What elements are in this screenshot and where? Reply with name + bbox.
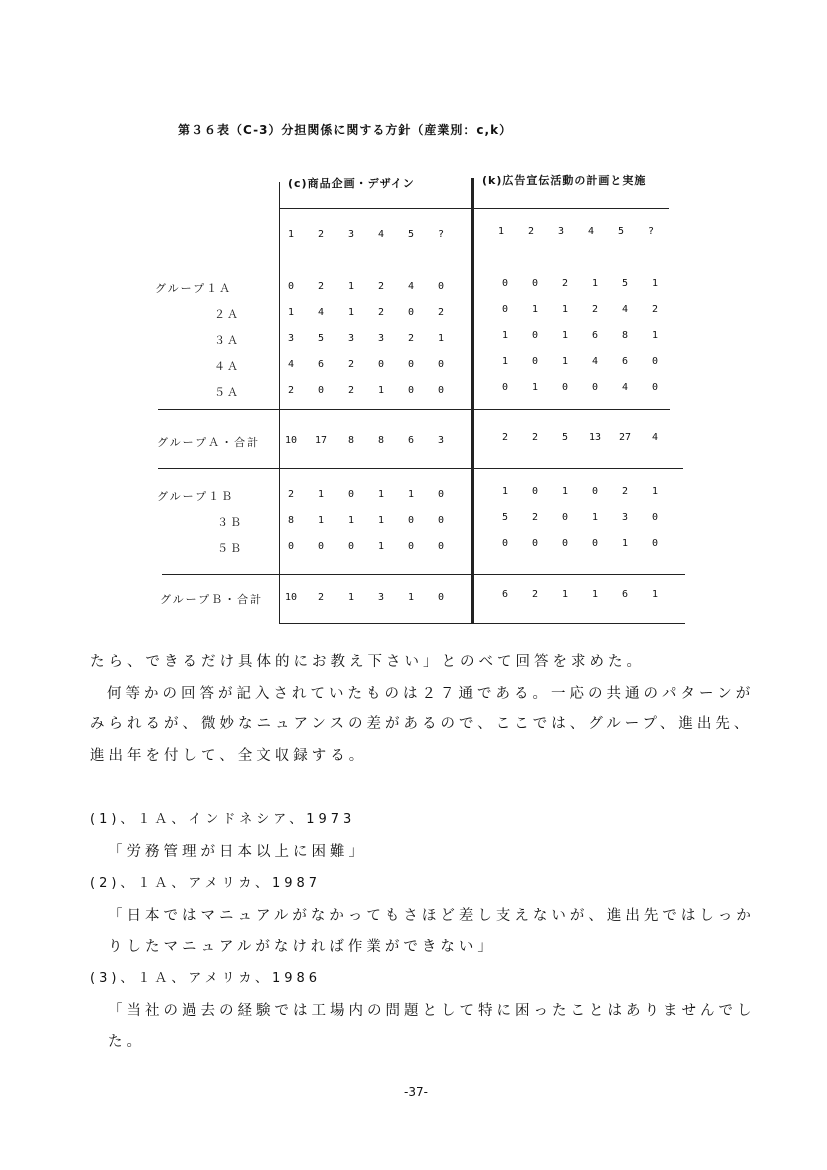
item-1-heading: (1)、１Ａ、インドネシア、1973 — [90, 812, 356, 827]
table-cell-k: 1 — [501, 486, 509, 497]
table-cell-k: 0 — [591, 538, 599, 549]
table-cell-k: 0 — [531, 278, 539, 289]
table-cell-c: 10 — [284, 435, 298, 446]
table-cell-k: 1 — [531, 382, 539, 393]
table-cell-c: 0 — [347, 541, 355, 552]
table-cell-c: 1 — [377, 385, 385, 396]
table-cell-c: 0 — [407, 307, 415, 318]
item-1-text: 「労務管理が日本以上に困難」 — [108, 844, 367, 860]
table-row-label: ４Ａ — [214, 360, 240, 373]
item-3-line-2: た。 — [108, 1034, 145, 1050]
table-cell-c: 2 — [317, 281, 325, 292]
table-cell-k: 0 — [651, 356, 659, 367]
table-cell-k: 1 — [651, 589, 659, 600]
table-cell-k: 1 — [591, 512, 599, 523]
table-cell-k: 4 — [621, 382, 629, 393]
table-cell-c: 0 — [407, 541, 415, 552]
table-cell-c: 0 — [437, 281, 445, 292]
table-cell-c: 6 — [407, 435, 415, 446]
table-cell-c: 8 — [287, 515, 295, 526]
table-cell-c: 3 — [437, 435, 445, 446]
table-cell-k: 0 — [561, 382, 569, 393]
table-row-label: ５Ｂ — [217, 542, 243, 555]
table-cell-k: 1 — [561, 486, 569, 497]
table-hline-b-top — [162, 574, 685, 575]
table-cell-k: 6 — [501, 589, 509, 600]
table-cell-k: 2 — [531, 512, 539, 523]
table-cell-c: 4 — [407, 281, 415, 292]
table-cell-c: 8 — [347, 435, 355, 446]
item-2-line-1: 「日本ではマニュアルがなかってもさほど差し支えないが、進出先ではしっか — [108, 908, 755, 924]
table-row-label: ３Ａ — [214, 334, 240, 347]
table-cell-k: 1 — [651, 486, 659, 497]
table-cell-k: 1 — [561, 356, 569, 367]
table-cell-k: 0 — [531, 486, 539, 497]
table-cell-c: 2 — [317, 592, 325, 603]
table-cell-k: 1 — [561, 304, 569, 315]
table-cell-c: 0 — [437, 359, 445, 370]
table-cell-c: 1 — [347, 281, 355, 292]
table-cell-k: 0 — [561, 538, 569, 549]
table-cell-c: 10 — [284, 592, 298, 603]
table-hline-b-bottom — [279, 623, 685, 624]
table-cell-k: 1 — [531, 304, 539, 315]
table-cell-c: 17 — [314, 435, 328, 446]
table-cell-c: 1 — [347, 515, 355, 526]
table-cell-k: 5 — [501, 512, 509, 523]
table-cell-c: 1 — [347, 307, 355, 318]
table-cell-c: 2 — [287, 385, 295, 396]
table-cell-k: 1 — [651, 278, 659, 289]
table-cell-c: 6 — [317, 359, 325, 370]
table-cell-c: 8 — [377, 435, 385, 446]
col-c-header: (c)商品企画・デザイン — [288, 177, 415, 190]
table-cell-k: 27 — [618, 432, 632, 443]
table-hline-a-bottom — [158, 468, 683, 469]
table-cell-k: 2 — [651, 304, 659, 315]
table-cell-c: 0 — [407, 385, 415, 396]
table-cell-c: 0 — [437, 515, 445, 526]
table-row-label: グループＢ・合計 — [160, 593, 264, 606]
table-cell-c: 0 — [437, 592, 445, 603]
table-cell-c: 0 — [317, 385, 325, 396]
table-cell-c: 3 — [347, 333, 355, 344]
paragraph-2-line-2: みられるが、微妙なニュアンスの差があるので、ここでは、グループ、進出先、 — [90, 716, 753, 732]
table-cell-c: 2 — [377, 307, 385, 318]
table-cell-k: 1 — [651, 330, 659, 341]
table-cell-c: 2 — [287, 489, 295, 500]
table-cell-k: 0 — [531, 330, 539, 341]
table-cell-c: 2 — [347, 385, 355, 396]
paragraph-2-line-1: 何等かの回答が記入されていたものは２７通である。一応の共通のパターンが — [107, 686, 755, 702]
table-hline-header — [279, 208, 669, 209]
table-cell-k: 2 — [621, 486, 629, 497]
table-cell-k: 0 — [501, 278, 509, 289]
table-cell-c: 0 — [407, 515, 415, 526]
table-cell-c: 2 — [377, 281, 385, 292]
table-cell-c: 1 — [407, 592, 415, 603]
table-row-label: ５Ａ — [214, 386, 240, 399]
table-cell-c: 1 — [287, 307, 295, 318]
table-cell-c: 0 — [437, 541, 445, 552]
table-cell-c: 0 — [437, 489, 445, 500]
table-cell-c: 1 — [377, 515, 385, 526]
table-cell-k: 2 — [591, 304, 599, 315]
table-cell-c: 5 — [317, 333, 325, 344]
table-cell-k: 1 — [501, 330, 509, 341]
table-cell-k: 0 — [591, 486, 599, 497]
table-cell-k: 1 — [561, 330, 569, 341]
table-cell-c: 1 — [377, 541, 385, 552]
table-cell-c: 1 — [317, 515, 325, 526]
table-cell-k: 4 — [651, 432, 659, 443]
table-cell-c: 1 — [377, 489, 385, 500]
table-cell-k: 1 — [591, 278, 599, 289]
table-cell-k: 4 — [591, 356, 599, 367]
table-cell-c: 4 — [287, 359, 295, 370]
table-cell-k: 0 — [531, 356, 539, 367]
table-cell-k: 1 — [561, 589, 569, 600]
item-2-heading: (2)、１Ａ、アメリカ、1987 — [90, 876, 322, 891]
table-cell-k: 3 — [621, 512, 629, 523]
table-cell-k: 6 — [591, 330, 599, 341]
table-cell-k: 0 — [501, 382, 509, 393]
table-cell-k: 1 — [621, 538, 629, 549]
table-cell-c: 3 — [377, 592, 385, 603]
table-cell-k: 0 — [531, 538, 539, 549]
table-cell-k: 8 — [621, 330, 629, 341]
table-row-label: ２Ａ — [214, 308, 240, 321]
table-cell-k: 0 — [591, 382, 599, 393]
table-cell-k: 2 — [561, 278, 569, 289]
col-k-header: (k)広告宣伝活動の計画と実施 — [482, 174, 647, 187]
table-title: 第３６表（C-3）分担関係に関する方針（産業別：c,k） — [178, 123, 513, 137]
table-cell-c: 2 — [407, 333, 415, 344]
table-row-label: グループ１Ｂ — [157, 490, 235, 503]
table-cell-k: 0 — [651, 512, 659, 523]
table-cell-c: 1 — [347, 592, 355, 603]
table-cell-c: 3 — [287, 333, 295, 344]
table-cell-c: 0 — [317, 541, 325, 552]
table-cell-c: 3 — [377, 333, 385, 344]
table-row-label: グループＡ・合計 — [157, 436, 261, 449]
item-2-line-2: りしたマニュアルがなければ作業ができない」 — [108, 939, 496, 955]
table-cell-k: 0 — [651, 538, 659, 549]
table-vline-left — [279, 182, 280, 624]
table-cell-c: 1 — [437, 333, 445, 344]
table-vline-divider — [471, 178, 474, 624]
table-cell-k: 4 — [621, 304, 629, 315]
table-cell-c: 1 — [407, 489, 415, 500]
table-cell-k: 5 — [561, 432, 569, 443]
table-cell-c: 0 — [407, 359, 415, 370]
table-cell-c: 0 — [287, 541, 295, 552]
table-cell-k: 0 — [501, 304, 509, 315]
table-cell-c: 0 — [287, 281, 295, 292]
table-cell-k: 0 — [501, 538, 509, 549]
paragraph-1: たら、できるだけ具体的にお教え下さい」とのべて回答を求めた。 — [90, 654, 645, 670]
table-cell-k: 2 — [531, 432, 539, 443]
table-row-label: ３Ｂ — [217, 516, 243, 529]
table-hline-a-top — [158, 409, 670, 410]
table-cell-k: 1 — [501, 356, 509, 367]
table-cell-k: 0 — [561, 512, 569, 523]
table-cell-k: 2 — [501, 432, 509, 443]
page-number: -37- — [404, 1085, 428, 1099]
table-cell-c: 0 — [347, 489, 355, 500]
table-cell-k: 0 — [651, 382, 659, 393]
table-cell-k: 6 — [621, 356, 629, 367]
table-row-label: グループ１Ａ — [155, 282, 233, 295]
table-cell-c: 0 — [377, 359, 385, 370]
table-cell-k: 5 — [621, 278, 629, 289]
table-cell-k: 6 — [621, 589, 629, 600]
table-cell-c: 0 — [437, 385, 445, 396]
table-cell-k: 13 — [588, 432, 602, 443]
table-cell-c: 4 — [317, 307, 325, 318]
table-cell-c: 2 — [347, 359, 355, 370]
table-cell-c: 1 — [317, 489, 325, 500]
item-3-heading: (3)、１Ａ、アメリカ、1986 — [90, 971, 322, 986]
table-cell-k: 2 — [531, 589, 539, 600]
table-cell-k: 1 — [591, 589, 599, 600]
paragraph-2-line-3: 進出年を付して、全文収録する。 — [90, 748, 368, 764]
item-3-line-1: 「当社の過去の経験では工場内の問題として特に困ったことはありませんでし — [108, 1003, 756, 1019]
table-cell-c: 2 — [437, 307, 445, 318]
